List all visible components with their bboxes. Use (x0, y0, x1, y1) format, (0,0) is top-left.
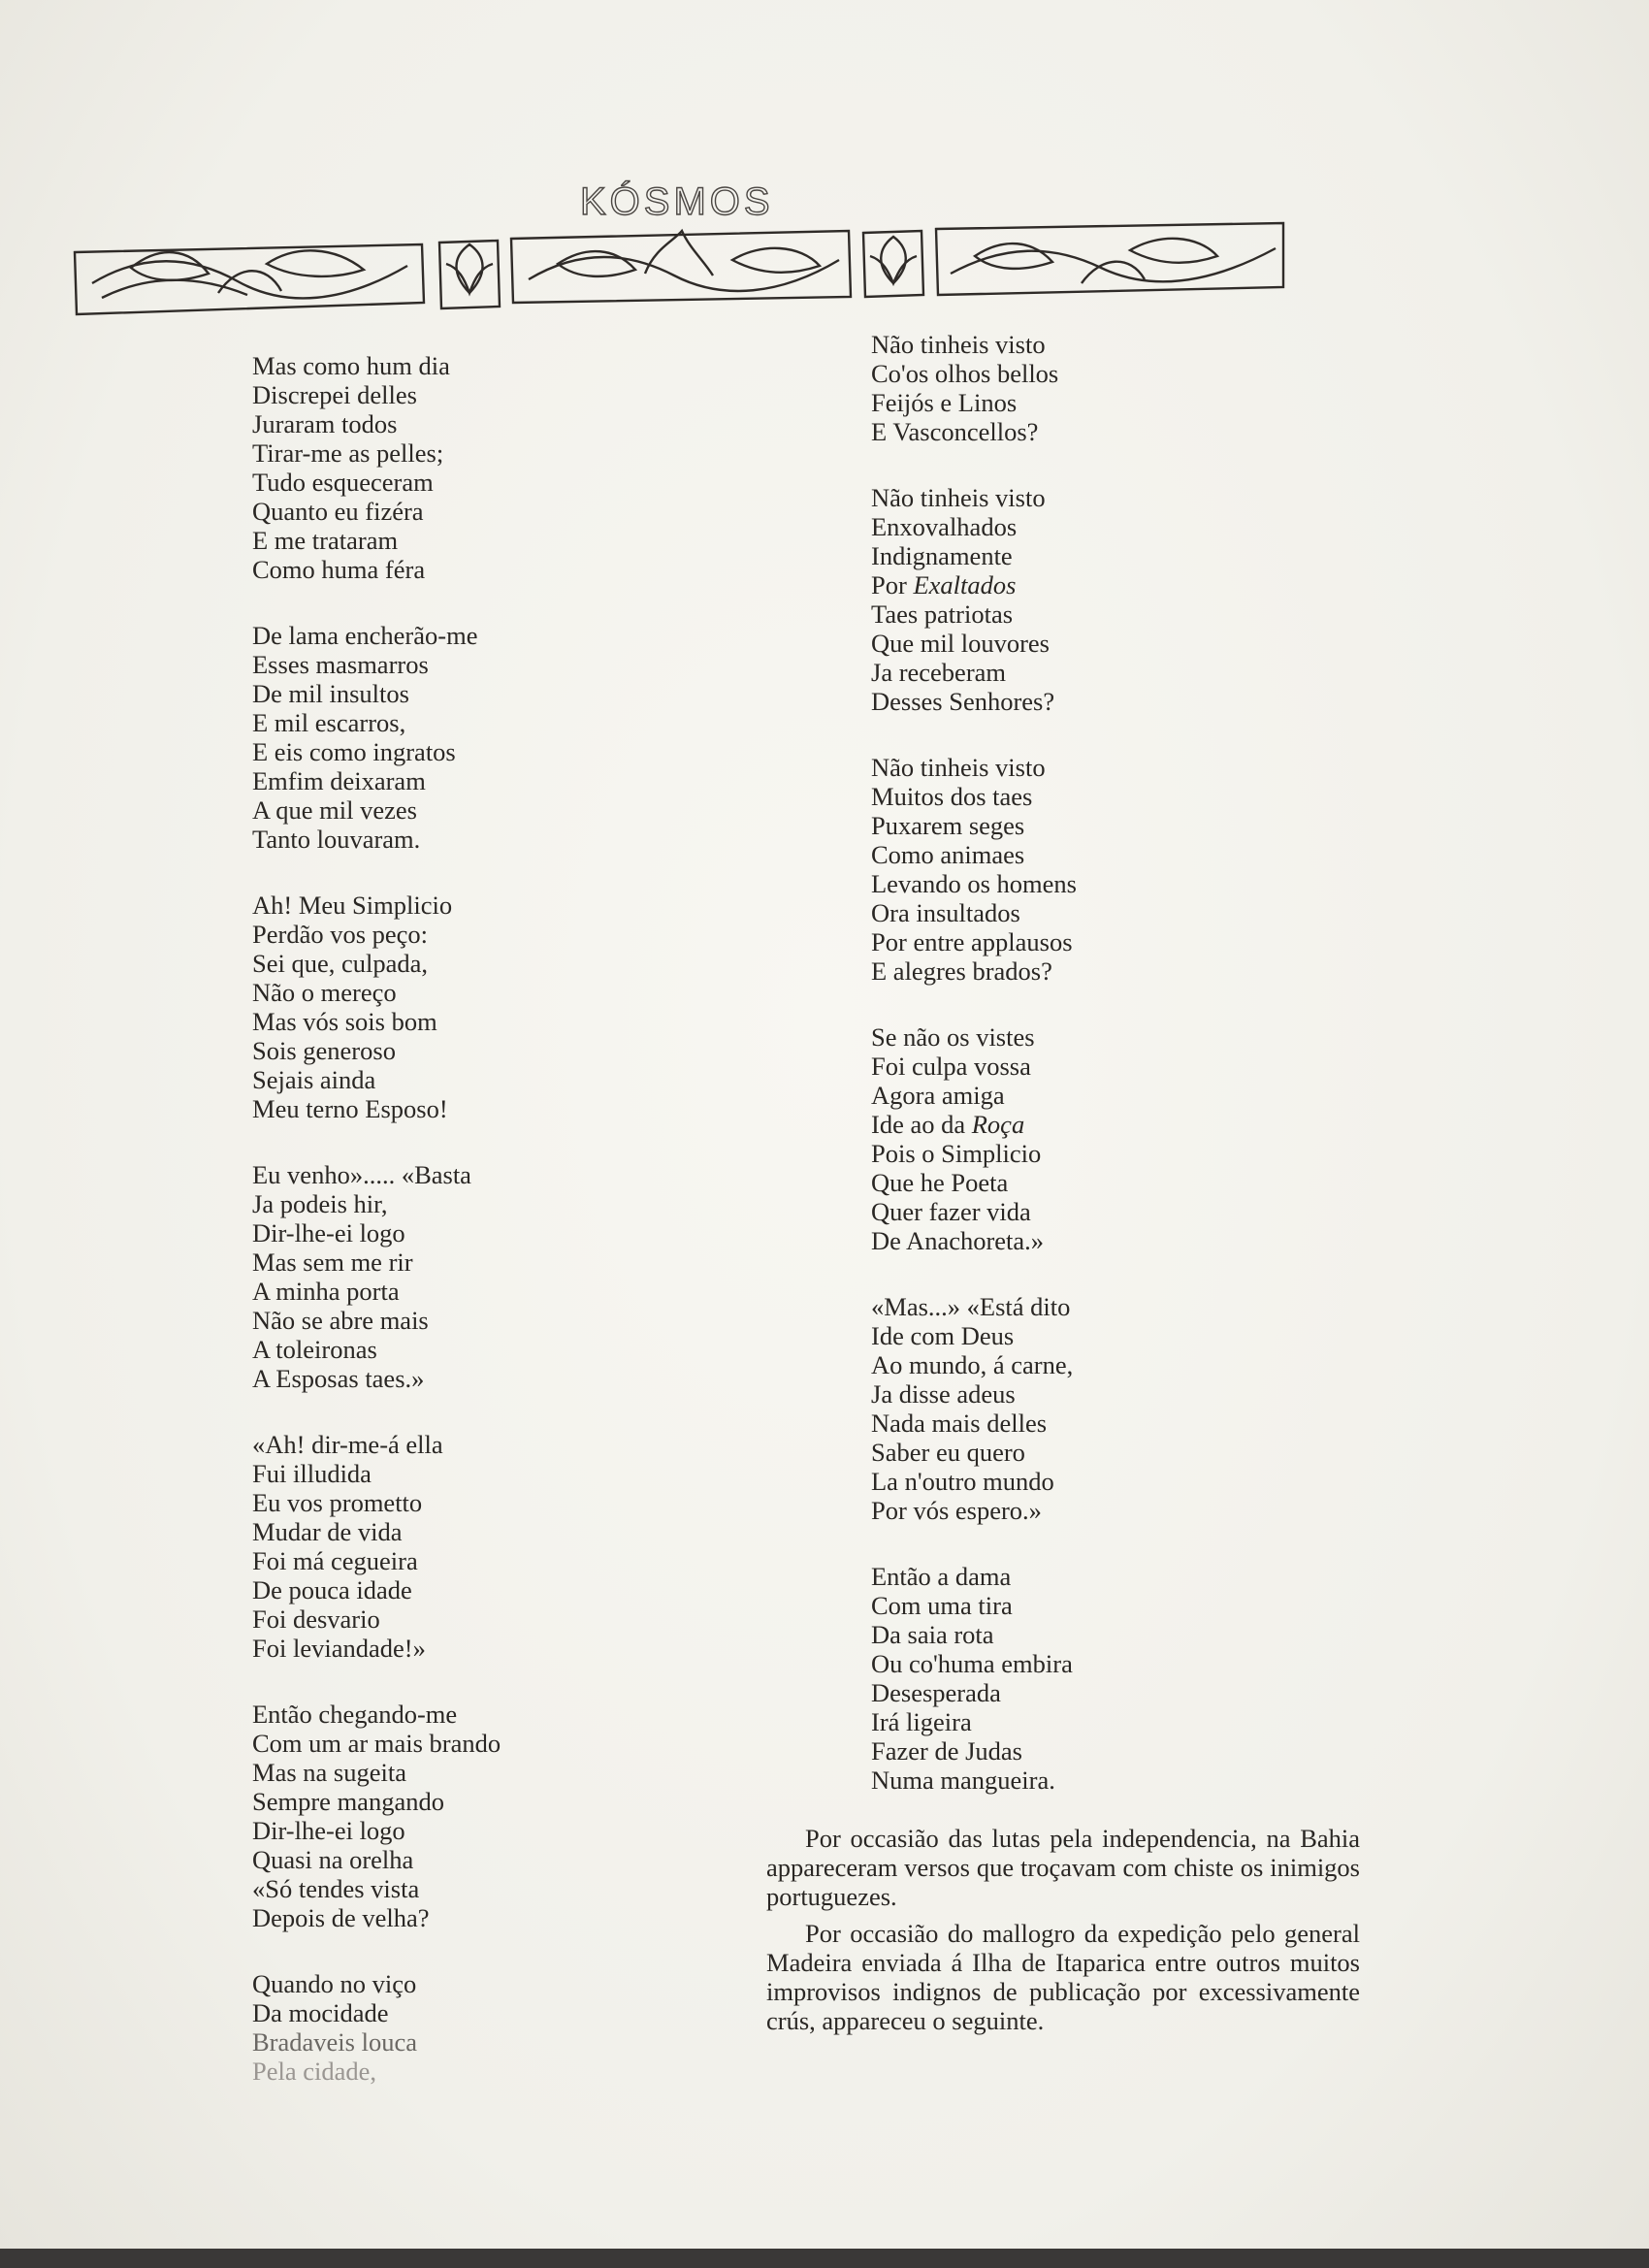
verse-line: Quasi na orelha (252, 1845, 414, 1874)
verse-line: Foi culpa vossa (871, 1052, 1031, 1081)
prose-paragraph: Por occasião do mallogro da expedição pelo general Madeira enviada á Ilha de Itaparica entre outros muitos improvisos indignos de publicação por excessivamente crús, appareceu o seguinte. (766, 1919, 1360, 2035)
verse-line: Ou co'huma embira (871, 1649, 1073, 1678)
verse-line: Tanto louvaram. (252, 825, 421, 854)
verse-line: Feijós e Linos (871, 388, 1018, 417)
verse-line: Quando no viço (252, 1969, 417, 1998)
verse-line: Pela cidade, (252, 2057, 377, 2086)
verse-line: Dir-lhe-ei logo (252, 1218, 405, 1247)
stanza (252, 351, 757, 584)
verse-line: Da saia rota (871, 1620, 994, 1649)
verse-line: Desses Senhores? (871, 687, 1055, 716)
italic-word: Roça (971, 1110, 1025, 1139)
verse-line: Por vós espero.» (871, 1496, 1042, 1525)
verse-line: De lama encherão-me (252, 621, 478, 650)
verse-line: Como huma féra (252, 555, 426, 584)
verse-line: Fazer de Judas (871, 1736, 1022, 1766)
verse-line: Muitos dos taes (871, 782, 1033, 811)
verse-line: Com um ar mais brando (252, 1729, 501, 1758)
verse-line: E alegres brados? (871, 956, 1052, 986)
verse-line (871, 570, 1375, 599)
verse-line: E mil escarros, (252, 708, 406, 737)
stanza (871, 330, 1375, 446)
verse-line: La n'outro mundo (871, 1467, 1054, 1496)
verse-line: De pouca idade (252, 1575, 412, 1604)
poem-right-column (871, 330, 1375, 1831)
stanza (871, 1562, 1375, 1795)
verse-line: Quer fazer vida (871, 1197, 1031, 1226)
verse-line: E me trataram (252, 526, 399, 555)
verse-line: Com uma tira (871, 1591, 1013, 1620)
verse-line: Mas sem me rir (252, 1247, 413, 1277)
verse-line: Tirar-me as pelles; (252, 438, 444, 468)
verse-line: Enxovalhados (871, 512, 1018, 541)
verse-line: Dir-lhe-ei logo (252, 1816, 405, 1845)
verse-line: Foi leviandade!» (252, 1634, 426, 1663)
verse-line: Taes patriotas (871, 599, 1014, 629)
verse-line: Ao mundo, á carne, (871, 1350, 1074, 1379)
verse-line: A toleironas (252, 1335, 377, 1364)
stanza (871, 1022, 1375, 1255)
verse-line: De mil insultos (252, 679, 409, 708)
verse-line: Irá ligeira (871, 1707, 972, 1736)
verse-line: Não o mereço (252, 978, 397, 1007)
verse-line: Nada mais delles (871, 1409, 1048, 1438)
verse-line: Ide com Deus (871, 1321, 1015, 1350)
verse-line: Então a dama (871, 1562, 1012, 1591)
verse-line: Mudar de vida (252, 1517, 403, 1546)
verse-line: Não tinheis visto (871, 753, 1046, 782)
verse-line: De Anachoreta.» (871, 1226, 1045, 1255)
floral-border-ornament-icon (73, 206, 1285, 322)
verse-word: Por (871, 570, 907, 599)
verse-line: Mas como hum dia (252, 351, 450, 380)
verse-line: Perdão vos peço: (252, 920, 429, 949)
verse-line: A Esposas taes.» (252, 1364, 425, 1393)
verse-line: Mas vós sois bom (252, 1007, 437, 1036)
verse-line: Numa mangueira. (871, 1766, 1055, 1795)
verse-line: Não tinheis visto (871, 330, 1046, 359)
verse-line: «Mas...» «Está dito (871, 1292, 1071, 1321)
verse-line: Ja disse adeus (871, 1379, 1016, 1409)
stanza (252, 891, 757, 1123)
verse-line: Fui illudida (252, 1459, 372, 1488)
verse-line: Esses masmarros (252, 650, 429, 679)
prose-block (766, 1824, 1360, 2043)
stanza (871, 483, 1375, 716)
verse-line: Sois generoso (252, 1036, 396, 1065)
verse-word: Ide ao da (871, 1110, 966, 1139)
verse-line: Saber eu quero (871, 1438, 1025, 1467)
stanza (871, 753, 1375, 986)
verse-line: Meu terno Esposo! (252, 1094, 448, 1123)
verse-line: Como animaes (871, 840, 1025, 869)
verse-line: Sei que, culpada, (252, 949, 429, 978)
verse-line: Não se abre mais (252, 1306, 429, 1335)
verse-line: Então chegando-me (252, 1700, 458, 1729)
stanza (871, 1292, 1375, 1525)
magazine-title: KÓSMOS (580, 180, 774, 223)
verse-line: «Só tendes vista (252, 1874, 420, 1903)
stanza (252, 1700, 757, 1932)
stanza (252, 1160, 757, 1393)
verse-line: Se não os vistes (871, 1022, 1035, 1052)
verse-line: Eu venho»..... «Basta (252, 1160, 471, 1189)
verse-line: Bradaveis louca (252, 2027, 417, 2057)
verse-line: Depois de velha? (252, 1903, 430, 1932)
italic-word: Exaltados (913, 570, 1017, 599)
verse-line: Juraram todos (252, 409, 398, 438)
verse-line: Agora amiga (871, 1081, 1005, 1110)
verse-line: A que mil vezes (252, 795, 417, 825)
verse-line: Co'os olhos bellos (871, 359, 1059, 388)
verse-line: Ora insultados (871, 898, 1020, 927)
verse-line: Mas na sugeita (252, 1758, 406, 1787)
verse-line: Ja podeis hir, (252, 1189, 388, 1218)
verse-line: A minha porta (252, 1277, 400, 1306)
verse-line: Puxarem seges (871, 811, 1025, 840)
verse-line: Sejais ainda (252, 1065, 376, 1094)
verse-line: Sempre mangando (252, 1787, 444, 1816)
verse-line: Que mil louvores (871, 629, 1050, 658)
verse-line: Discrepei delles (252, 380, 417, 409)
verse-line: E Vasconcellos? (871, 417, 1039, 446)
verse-line: Levando os homens (871, 869, 1077, 898)
verse-line: Não tinheis visto (871, 483, 1046, 512)
stanza (252, 621, 757, 854)
verse-line: «Ah! dir-me-á ella (252, 1430, 443, 1459)
verse-line: Indignamente (871, 541, 1013, 570)
verse-line: Desesperada (871, 1678, 1001, 1707)
verse-line: Emfim deixaram (252, 766, 426, 795)
verse-line: Foi desvario (252, 1604, 380, 1634)
verse-line: Ah! Meu Simplicio (252, 891, 453, 920)
verse-line: Eu vos prometto (252, 1488, 423, 1517)
verse-line (871, 1110, 1375, 1139)
prose-paragraph: Por occasião das lutas pela independencia, na Bahia appareceram versos que troçavam com chiste os inimigos portuguezes. (766, 1824, 1360, 1911)
verse-line: Ja receberam (871, 658, 1007, 687)
verse-line: Da mocidade (252, 1998, 389, 2027)
scan-edge (0, 2249, 1649, 2268)
verse-line: E eis como ingratos (252, 737, 456, 766)
verse-line: Por entre applausos (871, 927, 1073, 956)
verse-line: Que he Poeta (871, 1168, 1009, 1197)
verse-line: Tudo esqueceram (252, 468, 434, 497)
stanza (252, 1430, 757, 1663)
poem-left-column (252, 351, 757, 2122)
stanza (252, 1969, 757, 2086)
verse-line: Pois o Simplicio (871, 1139, 1042, 1168)
verse-line: Foi má cegueira (252, 1546, 418, 1575)
verse-line: Quanto eu fizéra (252, 497, 424, 526)
